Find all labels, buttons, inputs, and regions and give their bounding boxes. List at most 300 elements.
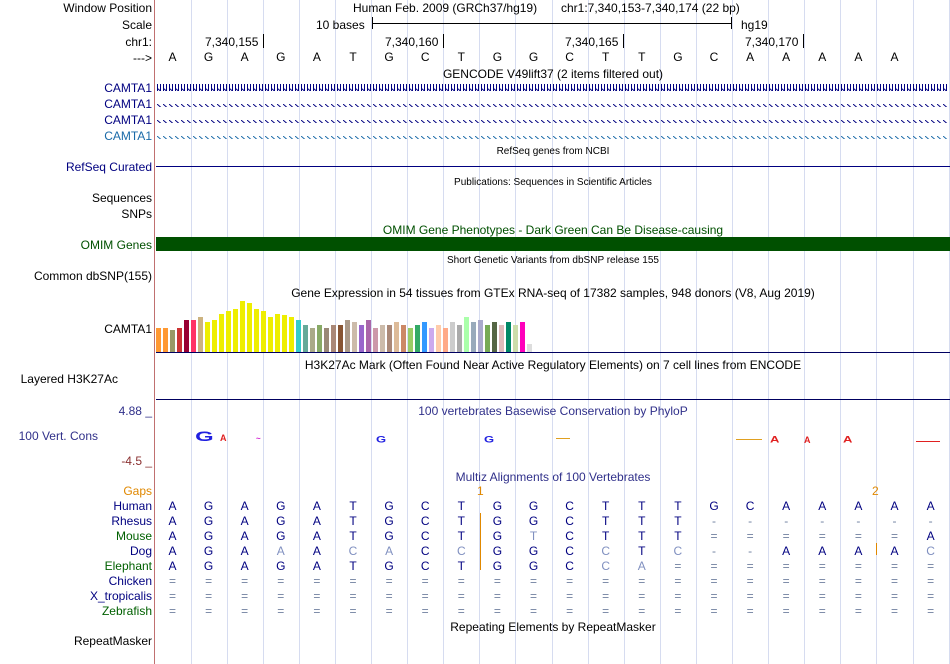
svg-text:A: A [804,435,811,445]
gtex-bar-chart[interactable] [156,298,536,352]
cons-min: -4.5 _ [121,454,152,468]
omim-gene-bar[interactable] [156,237,950,251]
alignment-base: - [748,544,753,558]
gencode-label-2[interactable]: CAMTA1 [104,97,152,111]
species-label[interactable]: Rhesus [111,514,152,528]
alignment-base: - [784,514,789,528]
alignment-base: C [348,544,358,558]
gencode-transcript-1[interactable] [157,84,949,91]
alignment-base: = [313,604,321,618]
alignment-base: = [493,604,501,618]
sequence-base: T [638,50,646,64]
sequence-base: C [709,50,719,64]
refseq-gene-line[interactable] [156,166,950,167]
alignment-base: A [890,544,899,558]
alignment-base: = [602,589,610,603]
species-label[interactable]: Mouse [115,529,152,543]
alignment-base: = [746,529,754,543]
alignment-base: = [421,604,429,618]
alignment-base: C [420,529,430,543]
alignment-base: = [241,589,249,603]
gtex-tissue-bar[interactable] [408,328,413,352]
gtex-tissue-bar[interactable] [422,322,427,352]
alignment-base: G [492,514,503,528]
alignment-base: A [240,514,249,528]
gtex-tissue-bar[interactable] [513,325,518,352]
alignment-base: G [384,559,394,573]
assembly-title: Human Feb. 2009 (GRCh37/hg19) [353,1,538,15]
alignment-base: A [854,544,863,558]
sequence-base: A [746,50,755,64]
alignment-base: = [349,589,357,603]
alignment-base: A [854,499,863,513]
alignment-base: T [349,529,357,543]
gtex-tissue-bar[interactable] [443,328,448,352]
alignment-base: A [782,544,791,558]
alignment-base: T [349,559,357,573]
alignment-base: = [890,604,898,618]
alignment-base: = [710,529,718,543]
alignment-base: = [782,529,790,543]
alignment-base: = [746,589,754,603]
gtex-tissue-bar[interactable] [310,328,315,352]
scale-label: Scale [121,18,152,32]
alignment-base: C [420,514,430,528]
gtex-tissue-bar[interactable] [254,309,259,352]
alignment-base: A [312,514,321,528]
gtex-tissue-bar[interactable] [317,325,322,352]
alignment-base: T [674,499,682,513]
gap-count-2: 2 [872,484,879,498]
refseq-title: RefSeq genes from NCBI [496,146,610,157]
alignment-base: = [205,589,213,603]
dbsnp-label[interactable]: Common dbSNP(155) [33,269,152,283]
gtex-tissue-bar[interactable] [226,311,231,352]
alignment-base: A [312,544,321,558]
gencode-transcript-4[interactable] [157,132,949,139]
gencode-label-1[interactable]: CAMTA1 [104,81,152,95]
gtex-label[interactable]: CAMTA1 [104,322,152,336]
sequence-base: T [349,50,357,64]
gtex-tissue-bar[interactable] [191,320,196,352]
alignment-base: G [528,559,539,573]
gap-count-1: 1 [477,484,484,498]
alignment-base: G [492,529,503,543]
alignment-base: = [241,574,249,588]
alignment-base: = [746,559,754,573]
svg-text:A: A [843,435,853,445]
alignment-base: = [385,574,393,588]
scale-db: hg19 [741,18,768,32]
alignment-base: A [818,499,827,513]
gtex-baseline [156,352,950,353]
alignment-base: = [890,574,898,588]
alignment-base: = [566,604,574,618]
alignment-base: T [602,514,610,528]
alignment-base: = [854,604,862,618]
gtex-tissue-bar[interactable] [450,322,455,352]
gencode-label-3[interactable]: CAMTA1 [104,113,152,127]
alignment-base: = [854,589,862,603]
alignment-base: G [203,559,214,573]
gtex-tissue-bar[interactable] [520,322,525,352]
alignment-base: = [674,604,682,618]
alignment-base: T [602,529,610,543]
alignment-base: G [203,499,214,513]
gtex-tissue-bar[interactable] [156,328,161,352]
gtex-tissue-bar[interactable] [177,328,182,352]
species-label[interactable]: Zebrafish [101,604,152,618]
sequence-base: T [602,50,610,64]
cons-label[interactable]: 100 Vert. Cons [18,429,98,443]
sequence-base: G [673,50,683,64]
alignment-base: C [420,499,430,513]
gtex-tissue-bar[interactable] [464,317,469,352]
alignment-base: A [240,499,249,513]
gtex-tissue-bar[interactable] [170,330,175,352]
alignment-base: C [565,529,574,543]
alignment-base: = [457,589,465,603]
scale-text: 10 bases [316,18,365,32]
alignment-base: C [926,544,935,558]
alignment-base: = [349,574,357,588]
sequence-base: G [203,50,214,64]
alignment-base: = [168,589,176,603]
gencode-transcript-2[interactable] [157,100,949,107]
sequence-base: A [890,50,899,64]
scale-bar [373,23,731,24]
gtex-tissue-bar[interactable] [212,320,217,352]
alignment-base: T [457,559,465,573]
alignment-base: = [854,529,862,543]
gtex-tissue-bar[interactable] [429,328,434,352]
alignment-base: = [854,574,862,588]
gtex-tissue-bar[interactable] [366,320,371,352]
strand-label: ---> [133,51,152,65]
alignment-base: C [601,544,611,558]
alignment-base: = [782,604,790,618]
sequence-base: A [240,50,249,64]
alignment-base: = [746,604,754,618]
gtex-tissue-bar[interactable] [457,325,462,352]
ruler-tick-label: 7,340,155 [205,35,259,49]
alignment-base: G [709,499,719,513]
alignment-base: G [384,499,394,513]
ruler-tick [443,34,444,48]
ruler-tick-label: 7,340,160 [385,35,439,49]
alignment-base: A [312,529,321,543]
gtex-tissue-bar[interactable] [380,325,385,352]
species-label[interactable]: X_tropicalis [89,589,152,603]
alignment-base: = [710,604,718,618]
multiz-title: Multiz Alignments of 100 Vertebrates [455,470,651,484]
gtex-tissue-bar[interactable] [289,317,294,352]
gtex-tissue-bar[interactable] [352,322,357,352]
gtex-tissue-bar[interactable] [527,344,532,352]
alignment-base: T [457,529,465,543]
alignment-base: C [601,559,611,573]
alignment-base: = [529,604,537,618]
alignment-base: G [276,529,286,543]
gtex-tissue-bar[interactable] [415,325,420,352]
species-label[interactable]: Chicken [108,574,152,588]
chr-label: chr1: [125,35,152,49]
alignment-base: A [276,544,285,558]
alignment-base: A [168,529,177,543]
gtex-tissue-bar[interactable] [471,322,476,352]
alignment-base: = [385,604,393,618]
gtex-tissue-bar[interactable] [261,311,266,352]
alignment-base: = [602,604,610,618]
alignment-base: = [674,559,682,573]
dbsnp-title: Short Genetic Variants from dbSNP release 155 [447,255,659,266]
alignment-base: = [241,604,249,618]
alignment-base: = [421,589,429,603]
alignment-base: = [168,574,176,588]
alignment-base: = [638,574,646,588]
alignment-base: A [240,559,249,573]
alignment-base: C [420,559,430,573]
gtex-tissue-bar[interactable] [506,322,511,352]
alignment-base: = [818,604,826,618]
alignment-base: G [528,544,539,558]
gtex-tissue-bar[interactable] [268,317,273,352]
alignment-base: = [277,574,285,588]
alignment-base: T [638,544,646,558]
alignment-base: = [168,604,176,618]
position-readout: chr1:7,340,153-7,340,174 (22 bp) [561,1,740,15]
alignment-base: G [276,514,286,528]
alignment-base: = [457,574,465,588]
sequences-label[interactable]: Sequences [91,191,152,205]
alignment-base: T [638,529,646,543]
gtex-tissue-bar[interactable] [233,309,238,352]
alignment-base: = [313,574,321,588]
alignment-base: = [890,559,898,573]
alignment-base: = [818,589,826,603]
refseq-label[interactable]: RefSeq Curated [65,160,152,174]
sequence-base: G [384,50,394,64]
gtex-tissue-bar[interactable] [296,320,301,352]
h3k27ac-title: H3K27Ac Mark (Often Found Near Active Regulatory Elements) on 7 cell lines from ENCODE [304,358,802,372]
alignment-base: = [493,589,501,603]
alignment-base: = [710,559,718,573]
svg-text:~: ~ [256,434,261,443]
alignment-base: = [493,574,501,588]
gtex-tissue-bar[interactable] [219,314,224,352]
label-divider[interactable] [154,0,155,664]
ruler-tick [263,34,264,48]
sequence-base: A [312,50,321,64]
alignment-base: A [240,529,249,543]
alignment-base: G [492,544,503,558]
window-position-label: Window Position [63,1,152,15]
alignment-base: - [928,514,933,528]
sequence-base: C [565,50,574,64]
alignment-base: = [890,529,898,543]
alignment-base: = [818,574,826,588]
alignment-base: G [384,529,394,543]
gtex-tissue-bar[interactable] [485,325,490,352]
gencode-transcript-3[interactable] [157,116,949,123]
species-label[interactable]: Dog [129,544,152,558]
alignment-base: = [566,574,574,588]
species-label[interactable]: Human [113,499,152,513]
sequence-base: T [457,50,465,64]
alignment-base: = [529,589,537,603]
gtex-tissue-bar[interactable] [324,328,329,352]
alignment-base: = [674,574,682,588]
publications-title: Publications: Sequences in Scientific Articles [454,177,652,188]
gtex-tissue-bar[interactable] [275,314,280,352]
svg-text:G: G [195,429,214,445]
gtex-tissue-bar[interactable] [387,325,392,352]
svg-text:G: G [376,435,387,445]
alignment-base: A [168,559,177,573]
gencode-label-4[interactable]: CAMTA1 [104,129,152,143]
snps-label[interactable]: SNPs [121,207,152,221]
sequence-base: G [528,50,539,64]
alignment-base: = [782,574,790,588]
scale-bar-right [731,17,732,29]
gtex-tissue-bar[interactable] [394,322,399,352]
alignment-base: = [421,574,429,588]
gtex-tissue-bar[interactable] [359,325,364,352]
alignment-base: = [782,559,790,573]
gaps-label[interactable]: Gaps [123,484,152,498]
alignment-base: = [277,604,285,618]
gtex-tissue-bar[interactable] [401,325,406,352]
gtex-tissue-bar[interactable] [492,322,497,352]
gtex-tissue-bar[interactable] [240,301,245,352]
alignment-base: A [168,499,177,513]
alignment-base: T [638,499,646,513]
gtex-tissue-bar[interactable] [184,320,189,352]
alignment-base: = [927,589,935,603]
gtex-tissue-bar[interactable] [282,315,287,352]
alignment-base: = [818,559,826,573]
alignment-base: C [420,544,430,558]
phylop-logo[interactable] [156,425,950,447]
sequence-base: A [818,50,827,64]
alignment-base: G [203,514,214,528]
gtex-tissue-bar[interactable] [247,303,252,352]
alignment-base: - [748,514,753,528]
alignment-base: = [674,589,682,603]
alignment-base: G [203,544,214,558]
alignment-base: = [385,589,393,603]
gtex-title: Gene Expression in 54 tissues from GTEx RNA-seq of 17382 samples, 948 donors (V8, Aug 2019) [291,286,815,300]
sequence-base: A [854,50,863,64]
alignment-base: A [890,499,899,513]
rmsk-label[interactable]: RepeatMasker [73,634,152,648]
h3k27ac-label[interactable]: Layered H3K27Ac [20,372,118,386]
alignment-base: C [673,544,683,558]
svg-text:G: G [484,435,495,445]
alignment-base: = [854,559,862,573]
ruler-tick-label: 7,340,165 [565,35,619,49]
omim-title: OMIM Gene Phenotypes - Dark Green Can Be Disease-causing [382,223,724,237]
alignment-base: T [602,499,610,513]
alignment-base: C [565,514,574,528]
alignment-base: T [674,514,682,528]
alignment-base: G [528,514,539,528]
phylop-title: 100 vertebrates Basewise Conservation by PhyloP [418,404,688,418]
alignment-base: T [457,499,465,513]
alignment-base: - [892,514,897,528]
alignment-base: G [276,499,286,513]
omim-label[interactable]: OMIM Genes [80,238,152,252]
alignment-base: A [168,514,177,528]
alignment-base: - [712,544,716,558]
gtex-tissue-bar[interactable] [373,328,378,352]
alignment-base: = [566,589,574,603]
gtex-tissue-bar[interactable] [478,320,483,352]
alignment-base: C [456,544,466,558]
alignment-base: A [818,544,827,558]
alignment-base: = [746,574,754,588]
alignment-base: G [492,559,503,573]
gtex-tissue-bar[interactable] [163,328,168,352]
gtex-tissue-bar[interactable] [331,325,336,352]
sequence-base: C [420,50,430,64]
alignment-base: C [745,499,755,513]
cons-max: 4.88 _ [118,404,152,418]
gtex-tissue-bar[interactable] [198,317,203,352]
alignment-base: = [927,604,935,618]
species-label[interactable]: Elephant [104,559,152,573]
alignment-base: = [782,589,790,603]
alignment-base: T [529,529,538,543]
alignment-base: - [820,514,825,528]
sequence-base: G [492,50,503,64]
ruler-tick-label: 7,340,170 [745,35,799,49]
alignment-base: G [384,514,394,528]
gtex-tissue-bar[interactable] [345,320,350,352]
alignment-base: = [890,589,898,603]
alignment-base: = [710,574,718,588]
ruler-tick [803,34,804,48]
alignment-base: A [926,499,935,513]
alignment-base: = [205,574,213,588]
alignment-base: = [818,529,826,543]
alignment-base: A [637,559,646,573]
alignment-base: G [203,529,214,543]
rmsk-title: Repeating Elements by RepeatMasker [450,620,656,634]
gtex-tissue-bar[interactable] [303,325,308,352]
gtex-tissue-bar[interactable] [499,325,504,352]
alignment-base: = [205,604,213,618]
sequence-base: A [782,50,791,64]
alignment-base: T [457,514,465,528]
gtex-tissue-bar[interactable] [338,325,343,352]
alignment-base: = [313,589,321,603]
alignment-base: = [927,559,935,573]
alignment-base: G [492,499,503,513]
gencode-title: GENCODE V49lift37 (2 items filtered out) [442,67,664,81]
sequence-base: A [168,50,177,64]
gap-marker-2 [876,543,877,555]
alignment-base: = [277,589,285,603]
alignment-base: = [457,604,465,618]
gtex-tissue-bar[interactable] [205,322,210,352]
ruler-tick [623,34,624,48]
alignment-base: G [528,499,539,513]
alignment-base: = [349,604,357,618]
svg-text:A: A [770,435,780,445]
gap-marker-1 [480,513,481,570]
gtex-tissue-bar[interactable] [436,325,441,352]
